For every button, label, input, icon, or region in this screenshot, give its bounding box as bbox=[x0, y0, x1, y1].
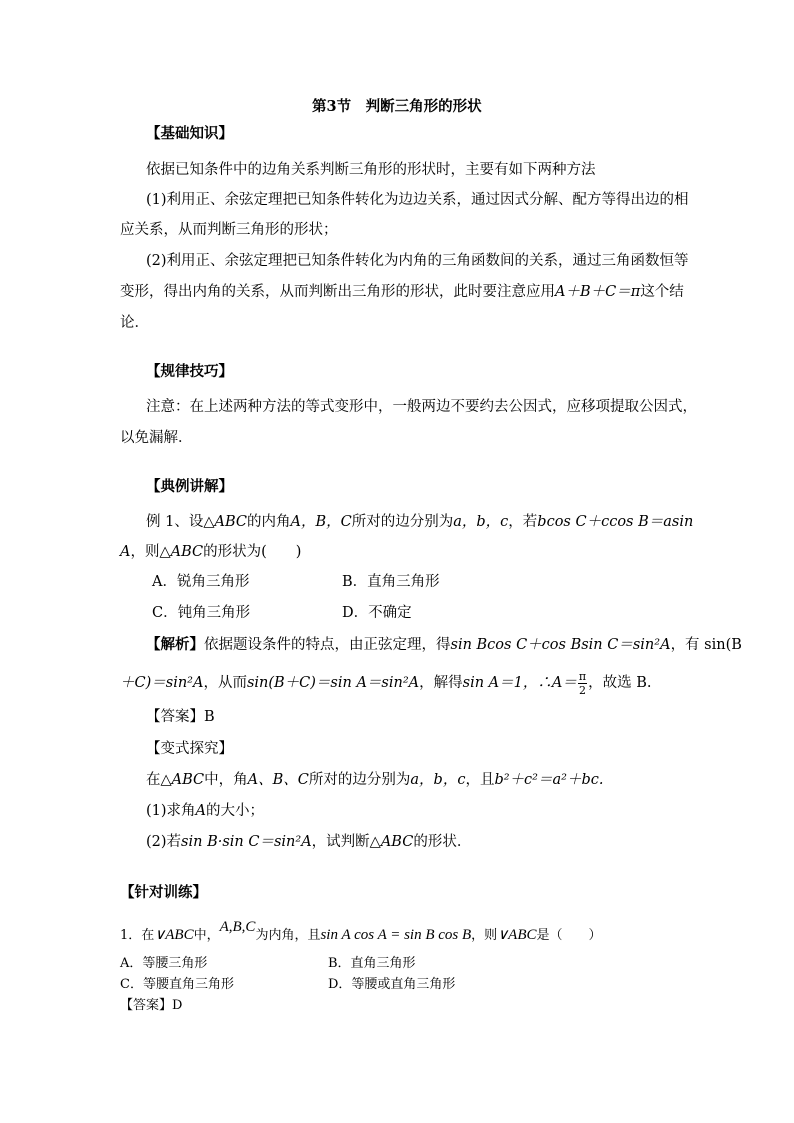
method2-line2: 变形，得出内角的关系，从而判断出三角形的形状，此时要注意应用A＋B＋C＝π这个结 bbox=[120, 284, 684, 300]
pi-over-two-fraction: $\frac{\pi}{2}$ bbox=[578, 669, 587, 697]
tips-line1: 注意：在上述两种方法的等式变形中，一般两边不要约去公因式，应移项提取公因式， bbox=[146, 399, 697, 415]
practice1-answer: 【答案】D bbox=[120, 998, 183, 1013]
practice1-question: 1．在∨ABC中，A,B,C为内角，且sin A cos A = sin B cos B，则∨ABC是（ ） bbox=[120, 919, 602, 943]
section-heading-practice: 【针对训练】 bbox=[120, 884, 207, 901]
example1-option-d: D．不确定 bbox=[342, 605, 412, 621]
example1-option-c: C．钝角三角形 bbox=[152, 605, 251, 621]
practice1-option-b: B．直角三角形 bbox=[328, 956, 416, 971]
variant-question2: (2)若sin B·sin C＝sin²A，试判断△ABC的形状． bbox=[146, 834, 472, 850]
page-title: 第3节 判断三角形的形状 bbox=[312, 98, 482, 115]
method1-line2: 应关系，从而判断三角形的形状； bbox=[120, 222, 338, 238]
example1-line1: 例 1、设△ABC的内角A，B，C所对的边分别为a，b，c，若bcos C＋ccos B＝asin bbox=[146, 514, 694, 530]
method2-line3: 论． bbox=[120, 315, 149, 331]
section-heading-examples: 【典例讲解】 bbox=[146, 478, 233, 495]
basics-intro: 依据已知条件中的边角关系判断三角形的形状时，主要有如下两种方法 bbox=[146, 162, 596, 178]
solution-line1: 【解析】依据题设条件的特点，由正弦定理，得sin Bcos C＋cos Bsin C＝sin²A，有 sin(B bbox=[146, 636, 742, 653]
angle-sum-formula: A＋B＋C＝π bbox=[555, 284, 641, 300]
example1-option-b: B．直角三角形 bbox=[342, 574, 440, 590]
practice1-option-d: D．等腰或直角三角形 bbox=[328, 977, 456, 992]
variant-line1: 在△ABC中，角A、B、C所对的边分别为a，b，c，且b²＋c²＝a²＋bc. bbox=[146, 772, 604, 788]
variant-question1: (1)求角A的大小； bbox=[146, 803, 265, 819]
solution-line2: ＋C)＝sin²A，从而sin(B＋C)＝sin A＝sin²A，解得sin A＝1，∴A＝ $\frac{\pi}{2}$ ，故选 B. bbox=[120, 669, 652, 697]
variant-heading: 【变式探究】 bbox=[146, 741, 233, 757]
example1-answer: 【答案】B bbox=[146, 709, 215, 725]
example1-line2: A，则△ABC的形状为( ) bbox=[120, 544, 302, 560]
example1-option-a: A．锐角三角形 bbox=[152, 574, 250, 590]
section-heading-tips: 【规律技巧】 bbox=[146, 363, 233, 380]
section-heading-basics: 【基础知识】 bbox=[146, 125, 233, 142]
practice1-option-c: C．等腰直角三角形 bbox=[120, 977, 234, 992]
tips-line2: 以免漏解． bbox=[120, 430, 193, 446]
method2-line1: (2)利用正、余弦定理把已知条件转化为内角的三角函数间的关系，通过三角函数恒等 bbox=[146, 253, 689, 269]
method1-line1: (1)利用正、余弦定理把已知条件转化为边边关系，通过因式分解、配方等得出边的相 bbox=[146, 192, 689, 208]
practice1-option-a: A．等腰三角形 bbox=[120, 956, 208, 971]
